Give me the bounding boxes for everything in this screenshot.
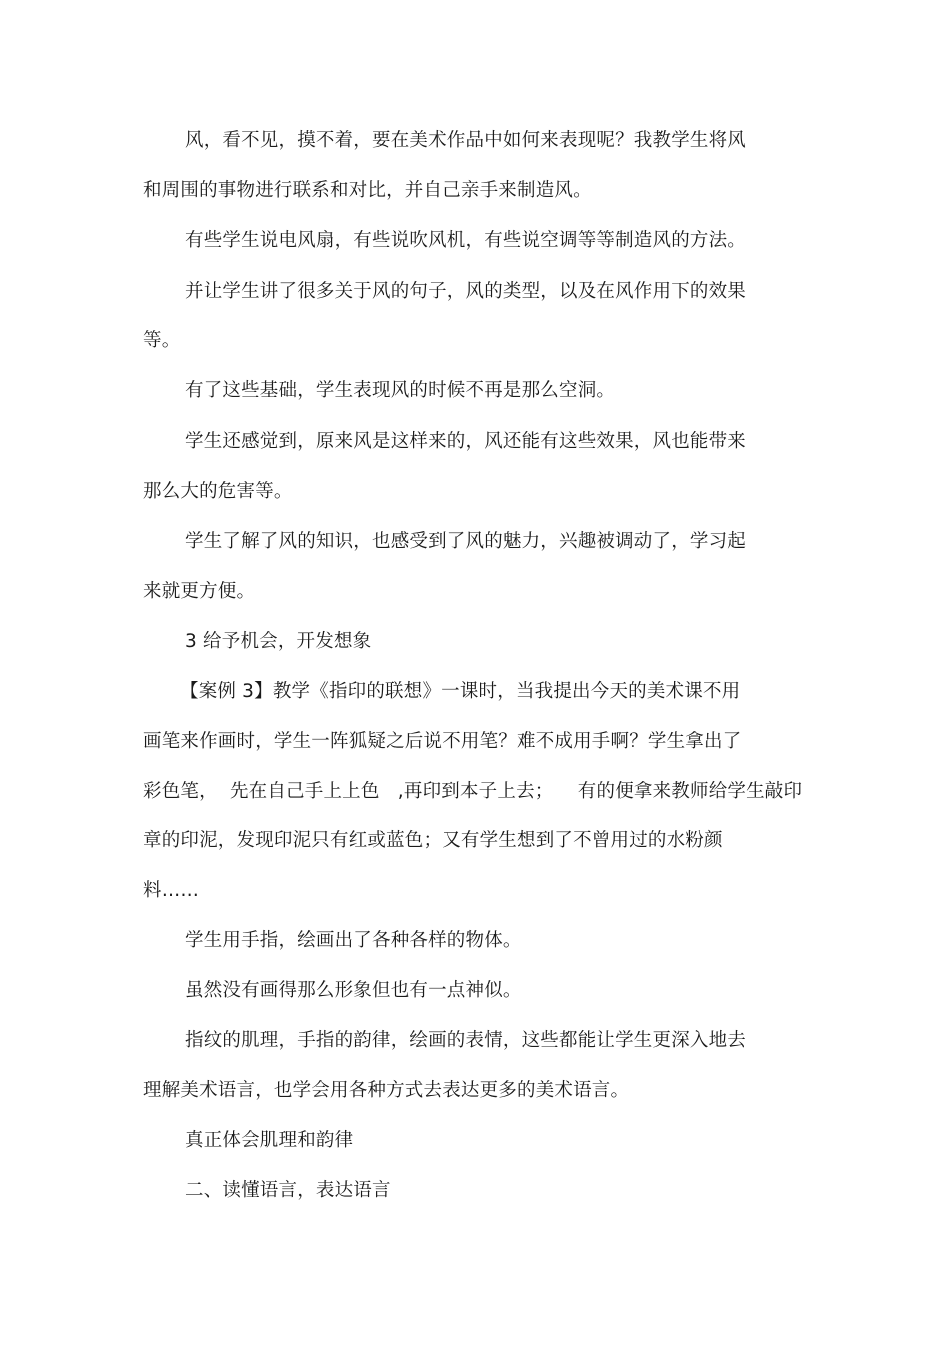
paragraph-line: 风，看不见，摸不着，要在美术作品中如何来表现呢？我教学生将风 [185,130,747,151]
paragraph-line: 指纹的肌理，手指的韵律，绘画的表情，这些都能让学生更深入地去 [185,1030,747,1051]
section-heading: 二、读懂语言，表达语言 [185,1180,391,1201]
paragraph-line: 理解美术语言，也学会用各种方式去表达更多的美术语言。 [143,1080,630,1101]
paragraph-line: 学生还感觉到，原来风是这样来的，风还能有这些效果，风也能带来 [185,431,747,452]
paragraph-line: 画笔来作画时，学生一阵狐疑之后说不用笔？难不成用手啊？学生拿出了 [143,731,742,752]
paragraph-line: 学生用手指，绘画出了各种各样的物体。 [185,930,522,951]
paragraph-line: 章的印泥，发现印泥只有红或蓝色；又有学生想到了不曾用过的水粉颜 [143,830,723,851]
paragraph-line: 真正体会肌理和韵律 [185,1130,354,1151]
paragraph-line: 有了这些基础，学生表现风的时候不再是那么空洞。 [185,380,616,401]
paragraph-line: 彩色笔， 先在自己手上上色 ,再印到本子上去； 有的便拿来教师给学生敲印 [143,781,803,802]
paragraph-line: 虽然没有画得那么形象但也有一点神似。 [185,980,522,1001]
paragraph-line: 来就更方便。 [143,581,256,602]
paragraph-line: 学生了解了风的知识，也感受到了风的魅力，兴趣被调动了，学习起 [185,531,747,552]
paragraph-line: 等。 [143,330,181,351]
paragraph-line: 和周围的事物进行联系和对比，并自己亲手来制造风。 [143,180,592,201]
paragraph-line: 【案例 3】教学《指印的联想》一课时，当我提出今天的美术课不用 [180,681,741,702]
paragraph-line: 料…… [143,880,200,901]
paragraph-line: 那么大的危害等。 [143,481,293,502]
section-heading: 3 给予机会，开发想象 [185,631,372,652]
paragraph-line: 并让学生讲了很多关于风的句子，风的类型，以及在风作用下的效果 [185,281,747,302]
paragraph-line: 有些学生说电风扇，有些说吹风机，有些说空调等等制造风的方法。 [185,230,747,251]
